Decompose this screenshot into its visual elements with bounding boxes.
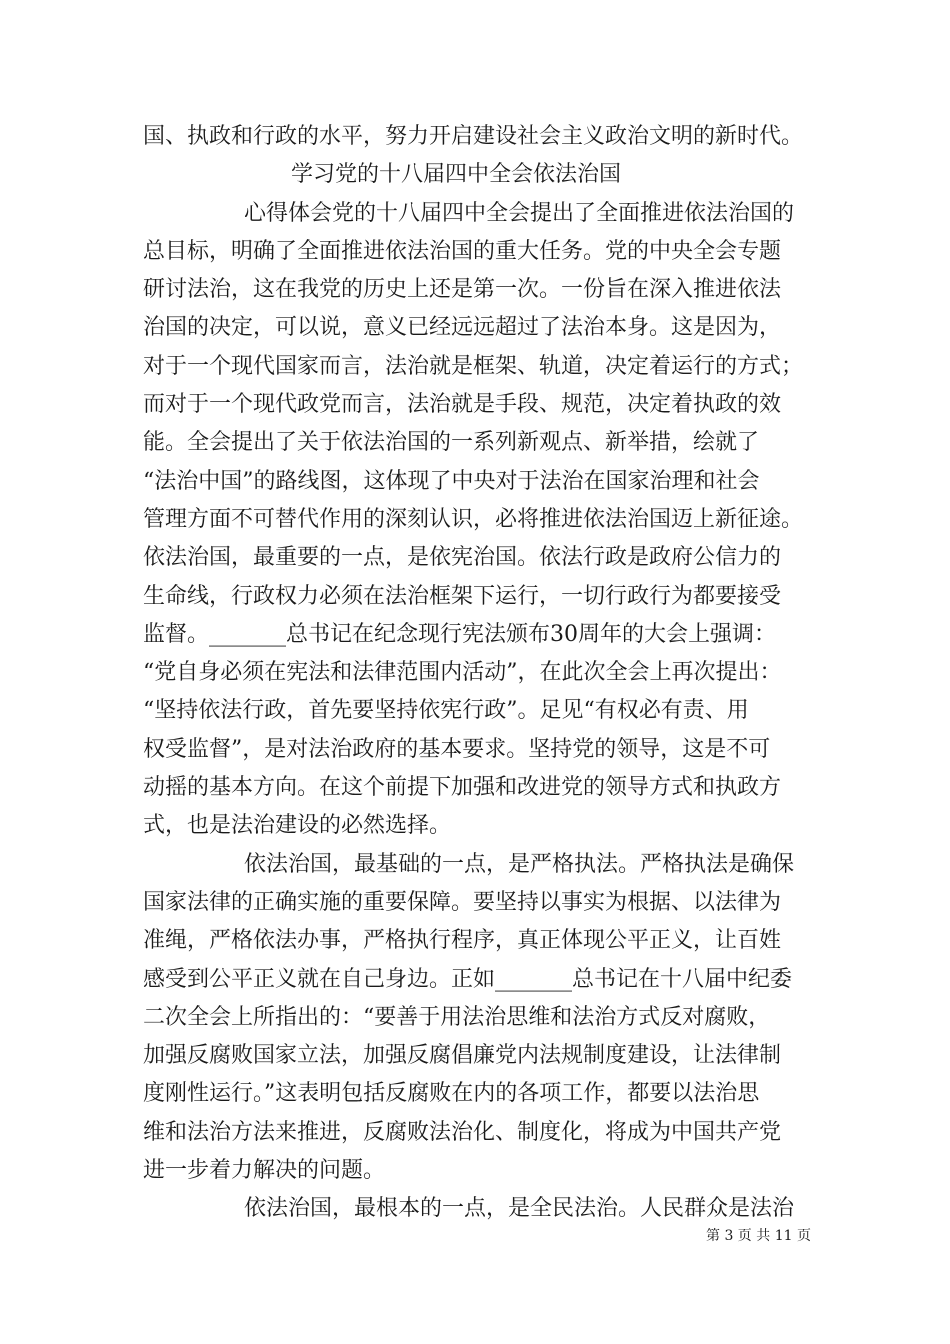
text-line: 治国的决定，可以说，意义已经远远超过了法治本身。这是因为，	[143, 315, 782, 341]
text-line: 而对于一个现代政党而言，法治就是手段、规范，决定着执政的效	[143, 392, 782, 418]
text-line: 依法治国，最根本的一点，是全民法治。人民群众是法治	[244, 1196, 795, 1222]
text-line: 维和法治方法来推进，反腐败法治化、制度化，将成为中国共产党	[143, 1119, 782, 1145]
text-line: 研讨法治，这在我党的历史上还是第一次。一份旨在深入推进依法	[143, 277, 782, 303]
text-line: “法治中国”的路线图，这体现了中央对于法治在国家治理和社会	[143, 468, 760, 494]
text-line: 管理方面不可替代作用的深刻认识，必将推进依法治国迈上新征途。	[143, 506, 804, 532]
text-line: “坚持依法行政，首先要坚持依宪行政”。足见“有权必有责、用	[143, 698, 749, 724]
text-line: 对于一个现代国家而言，法治就是框架、轨道，决定着运行的方式；	[143, 353, 804, 379]
text-line: 度刚性运行。”这表明包括反腐败在内的各项工作，都要以法治思	[143, 1081, 760, 1107]
text-line: 依法治国，最重要的一点，是依宪治国。依法行政是政府公信力的	[143, 545, 782, 571]
text-line: 依法治国，最基础的一点，是严格执法。严格执法是确保	[244, 851, 795, 877]
section-title: 学习党的十八届四中全会依法治国	[291, 162, 622, 188]
text-line: 二次全会上所指出的：“要善于用法治思维和法治方式反对腐败，	[143, 1004, 771, 1030]
text-line: “党自身必须在宪法和法律范围内活动”，在此次全会上再次提出：	[143, 660, 782, 686]
text-line: 感受到公平正义就在自己身边。正如_______总书记在十八届中纪委	[143, 966, 793, 992]
text-line: 式，也是法治建设的必然选择。	[143, 813, 452, 839]
text-line: 国家法律的正确实施的重要保障。要坚持以事实为根据、以法律为	[143, 889, 782, 915]
text-line: 生命线，行政权力必须在法治框架下运行，一切行政行为都要接受	[143, 583, 782, 609]
text-line: 国、执政和行政的水平，努力开启建设社会主义政治文明的新时代。	[143, 124, 804, 149]
text-line: 动摇的基本方向。在这个前提下加强和改进党的领导方式和执政方	[143, 775, 782, 801]
text-line: 总目标，明确了全面推进依法治国的重大任务。党的中央全会专题	[143, 238, 782, 264]
text-line: 加强反腐败国家立法，加强反腐倡廉党内法规制度建设，让法律制	[143, 1043, 782, 1069]
text-line: 准绳，严格依法办事，严格执行程序，真正体现公平正义，让百姓	[143, 928, 782, 954]
text-line: 监督。_______总书记在纪念现行宪法颁布30周年的大会上强调：	[143, 621, 776, 647]
text-line: 能。全会提出了关于依法治国的一系列新观点、新举措，绘就了	[143, 430, 760, 456]
text-line: 进一步着力解决的问题。	[143, 1158, 386, 1184]
page-number: 第 3 页 共 11 页	[706, 1228, 811, 1244]
body-text	[143, 118, 808, 1229]
text-line: 权受监督”，是对法治政府的基本要求。坚持党的领导，这是不可	[143, 736, 771, 762]
text-line: 心得体会党的十八届四中全会提出了全面推进依法治国的	[244, 200, 795, 226]
